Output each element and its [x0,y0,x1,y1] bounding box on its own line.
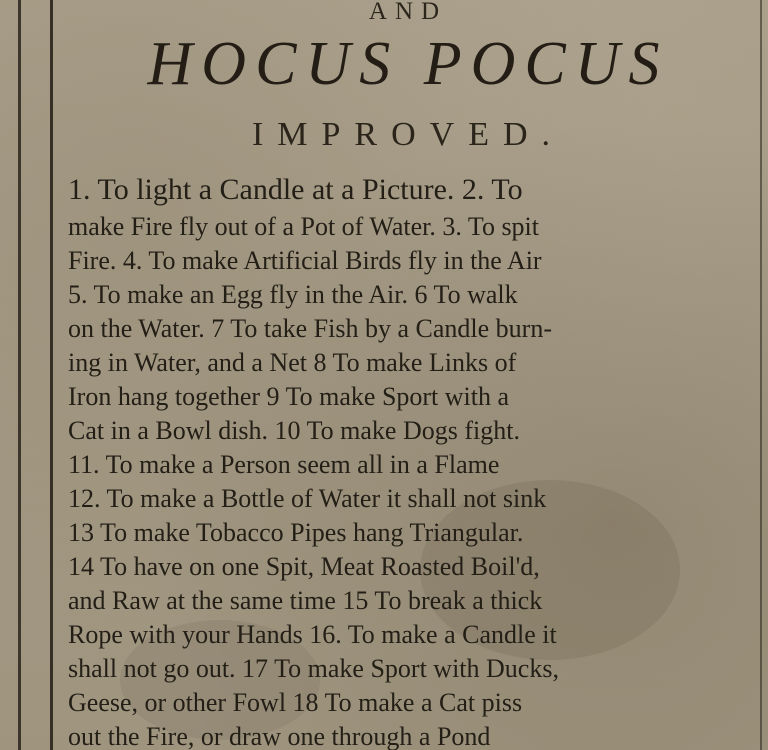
margin-rule-outer [18,0,21,750]
trick-list [68,170,754,750]
text-line: 1. To light a Candle at a Picture. 2. To [68,173,523,206]
text-line: Fire. 4. To make Artificial Birds fly in the Air [68,246,542,275]
text-line: ing in Water, and a Net 8 To make Links of [68,348,517,377]
page-title: HOCUS POCUS [147,30,669,98]
margin-rule-right [760,0,762,750]
text-line: out the Fire, or draw one through a Pond [68,722,491,750]
text-line: 11. To make a Person seem all in a Flame [68,450,500,479]
text-line: make Fire fly out of a Pot of Water. 3. To spit [68,212,540,241]
margin-rule-inner [50,0,53,750]
text-line: Rope with your Hands 16. To make a Candle it [68,620,557,649]
heading-and: AND [368,0,448,25]
text-line: 13 To make Tobacco Pipes hang Triangular. [68,518,524,547]
text-line: 12. To make a Bottle of Water it shall not sink [68,484,547,513]
text-line: Iron hang together 9 To make Sport with a [68,382,510,411]
page-content [62,0,754,750]
page-subtitle: IMPROVED. [251,116,565,153]
text-line: 5. To make an Egg fly in the Air. 6 To walk [68,280,518,309]
text-line: Cat in a Bowl dish. 10 To make Dogs fight. [68,416,520,445]
text-line: and Raw at the same time 15 To break a thick [68,586,543,615]
text-line: 14 To have on one Spit, Meat Roasted Boil'd, [68,552,540,581]
text-line: on the Water. 7 To take Fish by a Candle burn- [68,314,552,343]
text-line: Geese, or other Fowl 18 To make a Cat piss [68,688,523,717]
text-line: shall not go out. 17 To make Sport with Ducks, [68,654,559,683]
